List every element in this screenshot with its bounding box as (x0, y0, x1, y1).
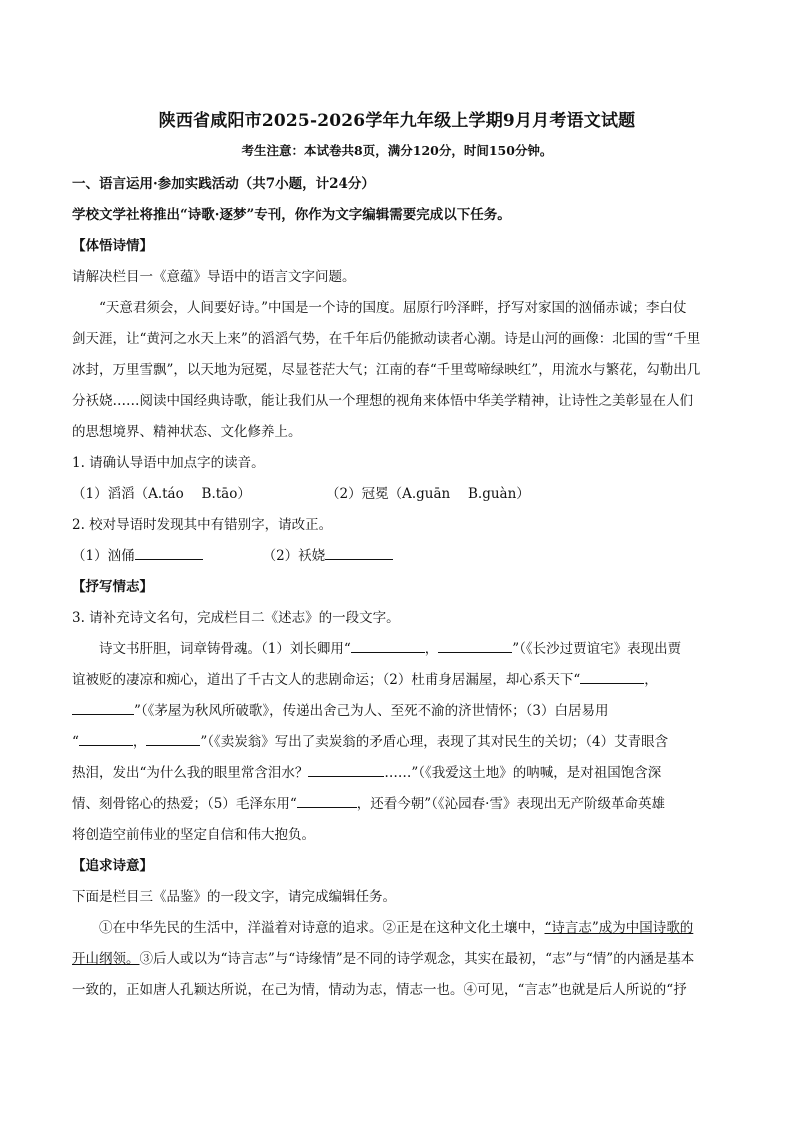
q3-blank-4[interactable] (308, 762, 384, 777)
underlined-sentence-part-2: 开山纲领。 (72, 951, 140, 967)
question-2-items (72, 541, 722, 572)
column1-task: 请解决栏目一《意蕴》导语中的语言文字问题。 (72, 269, 356, 285)
column3-task: 下面是栏目三《品鉴》的一段文字，请完成编辑任务。 (72, 889, 396, 905)
question-2-answer-b-blank[interactable] (325, 545, 393, 560)
exam-title: 陕西省咸阳市2025-2026学年九年级上学期9月月考语文试题 (158, 111, 636, 131)
question-1-option-a: （1）滔滔（A.táo B.tāo） (72, 486, 251, 502)
exam-notice: 考生注意：本试卷共8页，满分120分，时间150分钟。 (241, 143, 553, 158)
c3-line-1: ①在中华先民的生活中，洋溢着对诗意的追求。②正是在这种文化土壤中，“诗言志”成为中国诗歌的 (99, 920, 694, 936)
passage-line-1: “天意君须会，人间要好诗。”中国是一个诗的国度。屈原行吟泽畔，抒写对家国的汹俑赤诚；李白仗 (99, 300, 687, 316)
c3-line-2: 开山纲领。③后人或以为“诗言志”与“诗缘情”是不同的诗学观念，其实在最初，“志”与“情”的内涵是基本 (72, 951, 695, 967)
q3-line-2: 谊被贬的凄凉和痴心，道出了千古文人的悲剧命运；（2）杜甫身居漏屋，却心系天下“ ， (72, 665, 722, 696)
q3-line-5: 热泪，发出“为什么我的眼里常含泪水？ ……”（《我爱这土地》的呐喊，是对祖国饱含深 (72, 758, 722, 789)
passage-line-4: 分袄娆……阅读中国经典诗歌，能让我们从一个理想的视角来体悟中华美学精神，让诗性之美彰显在人们 (72, 393, 693, 409)
question-1-options (72, 479, 722, 510)
passage-line-3: 冰封，万里雪飘”，以天地为冠冕，尽显苍茫大气；江南的春“千里莺啼绿映红”，用流水与繁花，勾勒出几 (72, 362, 701, 378)
passage-line-5: 的思想境界、精神状态、文化修养上。 (72, 424, 302, 440)
underlined-sentence-part-1: “诗言志”成为中国诗歌的 (544, 920, 694, 936)
column2-label: 【抒写情志】 (72, 579, 153, 595)
column1-label: 【体悟诗情】 (72, 238, 153, 254)
q3-blank-2a[interactable] (580, 669, 644, 684)
question-2-item-b-label: （2）袄娆 (262, 548, 326, 564)
c3-line-3: 一致的，正如唐人孔颖达所说，在己为情，情动为志，情志一也。④可见，“言志”也就是后人所说的“抒 (72, 982, 687, 998)
q3-line-1: 诗文书肝胆，词章铸骨魂。（1）刘长卿用“ ， ”（《长沙过贾谊宅》表现出贾 (72, 634, 722, 665)
question-2-stem: 2. 校对导语时发现其中有错别字，请改正。 (72, 517, 333, 533)
q3-blank-5[interactable] (297, 793, 357, 808)
q3-blank-3b[interactable] (146, 731, 200, 746)
passage-line-2: 剑天涯，让“黄河之水天上来”的滔滔气势，在千年后仍能掀动读者心潮。诗是山河的画像：北国的雪“千里 (72, 331, 701, 347)
q3-blank-1b[interactable] (438, 638, 512, 653)
question-2-item-a-label: （1）汹俑 (72, 548, 135, 564)
q3-blank-1a[interactable] (351, 638, 425, 653)
question-3-stem: 3. 请补充诗文名句，完成栏目二《述志》的一段文字。 (72, 610, 400, 626)
q3-line-4: “ ， ”（《卖炭翁》写出了卖炭翁的矛盾心理，表现了其对民生的关切；（4）艾青眼含 (72, 727, 722, 758)
section-heading: 一、语言运用·参加实践活动（共7小题，计24分） (72, 176, 375, 192)
question-3-passage (72, 634, 722, 851)
q3-line-3: ”（《茅屋为秋风所破歌》，传递出舍己为人、至死不渝的济世情怀；（3）白居易用 (72, 696, 722, 727)
question-2-answer-a-blank[interactable] (135, 545, 203, 560)
column1-passage (72, 293, 722, 448)
column3-label: 【追求诗意】 (72, 858, 153, 874)
section-intro: 学校文学社将推出“诗歌·逐梦”专刊，你作为文字编辑需要完成以下任务。 (72, 207, 511, 223)
q3-line-6: 情、刻骨铭心的热爱；（5）毛泽东用“ ，还看今朝”（《沁园春·雪》表现出无产阶级革命英雄 (72, 789, 722, 820)
exam-page (72, 100, 722, 1006)
question-1-stem: 1. 请确认导语中加点字的读音。 (72, 455, 265, 471)
q3-blank-2b[interactable] (72, 700, 134, 715)
q3-line-7: 将创造空前伟业的坚定自信和伟大抱负。 (72, 827, 315, 843)
column3-passage (72, 913, 722, 1006)
q3-blank-3a[interactable] (79, 731, 133, 746)
question-1-option-b: （2）冠冕（A.guān B.guàn） (326, 486, 530, 502)
